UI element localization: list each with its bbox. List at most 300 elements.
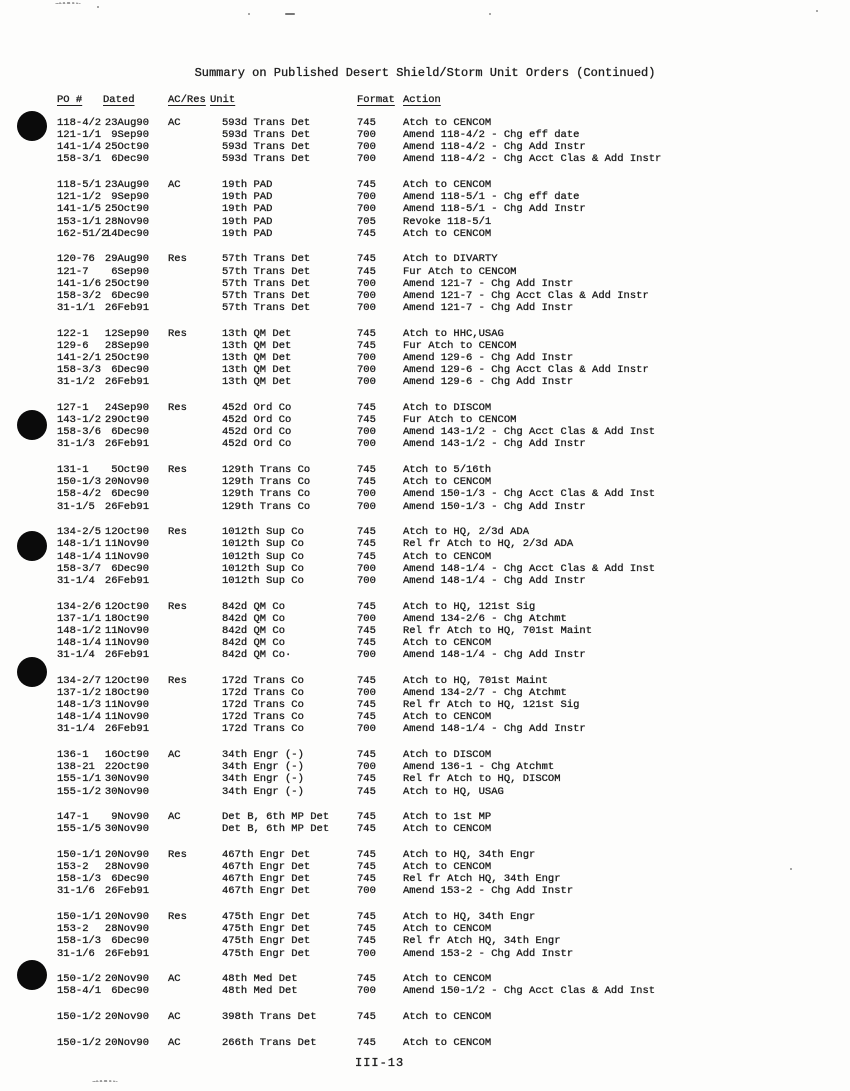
cell-format: 700 [357, 761, 376, 774]
cell-dated: 25Oct90 [104, 141, 149, 154]
table-row [57, 402, 850, 414]
cell-dated: 20Nov90 [104, 1011, 149, 1024]
cell-action: Rel fr Atch HQ, 34th Engr [403, 935, 561, 948]
table-row [57, 885, 850, 897]
order-group [0, 402, 850, 451]
cell-format: 745 [357, 849, 376, 861]
cell-format: 700 [357, 376, 376, 389]
cell-format: 745 [357, 327, 376, 340]
cell-action: Amend 121-7 - Chg Add Instr [403, 302, 574, 315]
cell-format: 745 [357, 526, 376, 539]
table-row [57, 376, 850, 388]
cell-po-number: 134-2/5 [57, 526, 102, 539]
cell-ac-res: AC [168, 1011, 181, 1024]
cell-action: Atch to CENCOM [403, 1011, 492, 1024]
cell-format: 700 [357, 500, 376, 513]
cell-ac-res [168, 352, 222, 364]
cell-po-number: 143-1/2 [57, 414, 102, 427]
cell-ac-res [168, 563, 222, 575]
cell-po-number: 31-1/5 [57, 500, 95, 513]
cell-po-number: 158-4/2 [57, 488, 102, 501]
cell-format: 745 [357, 923, 376, 936]
cell-po-number: 158-3/6 [57, 426, 102, 439]
cell-unit: 57th Trans Det [222, 277, 311, 290]
cell-po-number: 162-51/2 [57, 227, 108, 240]
cell-dated: 11Nov90 [104, 624, 149, 637]
cell-action: Amend 148-1/4 - Chg Add Instr [403, 574, 586, 587]
cell-unit: Det B, 6th MP Det [222, 823, 330, 836]
cell-format: 700 [357, 302, 376, 315]
cell-dated: 9Sep90 [111, 129, 149, 142]
cell-action: Amend 150-1/2 - Chg Acct Clas & Add Inst [403, 985, 656, 998]
table-row [57, 117, 850, 129]
cell-action: Amend 153-2 - Chg Add Instr [403, 885, 574, 898]
cell-format: 745 [357, 600, 376, 613]
cell-action: Atch to DISCOM [403, 749, 492, 762]
cell-dated: 18Oct90 [104, 686, 149, 699]
cell-format: 700 [357, 438, 376, 451]
cell-format: 745 [357, 674, 376, 687]
cell-ac-res: AC [168, 973, 181, 986]
cell-unit: 842d QM Co [222, 636, 286, 649]
cell-po-number: 158-1/3 [57, 935, 102, 948]
order-group [0, 117, 850, 166]
table-row [57, 141, 850, 153]
cell-unit: 172d Trans Co [222, 711, 304, 724]
cell-unit: 13th QM Det [222, 364, 292, 377]
table-row [57, 948, 850, 960]
cell-action: Amend 121-7 - Chg Acct Clas & Add Instr [403, 289, 649, 302]
cell-po-number: 148-1/4 [57, 711, 102, 724]
cell-ac-res [168, 302, 222, 314]
cell-dated: 6Dec90 [111, 364, 149, 377]
cell-po-number: 141-1/5 [57, 203, 102, 216]
cell-dated: 11Nov90 [104, 711, 149, 724]
cell-format: 700 [357, 723, 376, 736]
cell-dated: 9Sep90 [111, 191, 149, 204]
cell-po-number: 158-3/7 [57, 562, 102, 575]
table-row [57, 575, 850, 587]
cell-po-number: 155-1/1 [57, 773, 102, 786]
cell-action: Amend 136-1 - Chg Atchmt [403, 761, 555, 774]
cell-po-number: 150-1/2 [57, 973, 102, 986]
cell-ac-res [168, 637, 222, 649]
cell-po-number: 31-1/1 [57, 302, 95, 315]
cell-ac-res [168, 216, 222, 228]
cell-dated: 6Dec90 [111, 935, 149, 948]
cell-format: 745 [357, 973, 376, 986]
cell-po-number: 150-1/2 [57, 1011, 102, 1024]
cell-action: Atch to HQ, 2/3d ADA [403, 526, 530, 539]
punch-hole-mark [17, 657, 47, 687]
cell-dated: 25Oct90 [104, 203, 149, 216]
cell-unit: 48th Med Det [222, 973, 298, 986]
cell-action: Amend 153-2 - Chg Add Instr [403, 947, 574, 960]
cell-format: 700 [357, 289, 376, 302]
cell-dated: 28Sep90 [104, 339, 149, 352]
table-row [57, 464, 850, 476]
order-group [0, 464, 850, 513]
cell-po-number: 153-2 [57, 923, 89, 936]
cell-ac-res [168, 501, 222, 513]
cell-dated: 6Dec90 [111, 289, 149, 302]
punch-hole-mark [17, 410, 47, 440]
table-row [57, 191, 850, 203]
cell-unit: 593d Trans Det [222, 117, 311, 129]
order-group [0, 749, 850, 798]
cell-unit: 129th Trans Co [222, 500, 311, 513]
table-row [57, 601, 850, 613]
cell-format: 745 [357, 265, 376, 278]
table-row [57, 364, 850, 376]
table-row [57, 203, 850, 215]
cell-ac-res [168, 191, 222, 203]
cell-dated: 25Oct90 [104, 277, 149, 290]
cell-dated: 26Feb91 [104, 649, 149, 662]
cell-unit: 475th Engr Det [222, 935, 311, 948]
header-action: Action [403, 94, 441, 106]
cell-action: Amend 118-5/1 - Chg Add Instr [403, 203, 586, 216]
table-row [57, 823, 850, 835]
cell-format: 745 [357, 699, 376, 712]
cell-unit: 467th Engr Det [222, 861, 311, 874]
table-row [57, 426, 850, 438]
table-row [57, 129, 850, 141]
table-row [57, 328, 850, 340]
table-row [57, 985, 850, 997]
cell-action: Atch to HQ, 121st Sig [403, 600, 536, 613]
cell-action: Amend 148-1/4 - Chg Add Instr [403, 649, 586, 662]
cell-format: 745 [357, 873, 376, 886]
cell-action: Atch to HQ, 34th Engr [403, 911, 536, 924]
cell-ac-res: Res [168, 849, 187, 861]
cell-unit: 57th Trans Det [222, 302, 311, 315]
cell-ac-res [168, 923, 222, 935]
cell-ac-res: AC [168, 117, 181, 129]
cell-unit: 452d Ord Co [222, 426, 292, 439]
page-number: III-13 [355, 1056, 405, 1070]
cell-dated: 24Sep90 [104, 401, 149, 414]
cell-action: Amend 118-5/1 - Chg eff date [403, 191, 580, 204]
cell-action: Rel fr Atch to HQ, DISCOM [403, 773, 561, 786]
cell-po-number: 122-1 [57, 327, 89, 340]
cell-ac-res [168, 711, 222, 723]
cell-po-number: 121-7 [57, 265, 89, 278]
cell-ac-res [168, 985, 222, 997]
cell-dated: 12Oct90 [104, 600, 149, 613]
order-group [0, 1011, 850, 1023]
order-group [0, 973, 850, 997]
cell-action: Amend 143-1/2 - Chg Add Instr [403, 438, 586, 451]
table-row [57, 849, 850, 861]
cell-unit: 842d QM Co [222, 600, 286, 613]
table-row [57, 649, 850, 661]
cell-ac-res: AC [168, 811, 181, 824]
scan-artifact [248, 13, 250, 15]
table-row [57, 873, 850, 885]
cell-unit: 452d Ord Co [222, 401, 292, 414]
cell-ac-res [168, 376, 222, 388]
cell-ac-res [168, 551, 222, 563]
cell-dated: 28Nov90 [104, 215, 149, 228]
cell-ac-res [168, 786, 222, 798]
cell-ac-res [168, 129, 222, 141]
cell-unit: 593d Trans Det [222, 153, 311, 166]
cell-format: 700 [357, 191, 376, 204]
cell-action: Amend 148-1/4 - Chg Acct Clas & Add Inst [403, 562, 656, 575]
cell-po-number: 148-1/3 [57, 699, 102, 712]
order-group [0, 328, 850, 389]
cell-ac-res: Res [168, 253, 187, 266]
table-row [57, 935, 850, 947]
table-row [57, 749, 850, 761]
cell-dated: 5Oct90 [111, 464, 149, 477]
cell-ac-res [168, 699, 222, 711]
cell-dated: 20Nov90 [104, 911, 149, 924]
cell-action: Atch to CENCOM [403, 861, 492, 874]
cell-ac-res [168, 649, 222, 661]
cell-format: 700 [357, 129, 376, 142]
cell-dated: 29Oct90 [104, 414, 149, 427]
cell-po-number: 31-1/4 [57, 649, 95, 662]
cell-po-number: 153-1/1 [57, 215, 102, 228]
cell-format: 745 [357, 636, 376, 649]
cell-dated: 11Nov90 [104, 699, 149, 712]
cell-unit: 475th Engr Det [222, 911, 311, 924]
cell-action: Amend 148-1/4 - Chg Add Instr [403, 723, 586, 736]
cell-dated: 26Feb91 [104, 302, 149, 315]
cell-unit: 842d QM Co· [222, 649, 292, 662]
cell-action: Revoke 118-5/1 [403, 215, 492, 228]
cell-ac-res [168, 948, 222, 960]
cell-dated: 23Aug90 [104, 117, 149, 129]
cell-po-number: 138-21 [57, 761, 95, 774]
cell-unit: 13th QM Det [222, 352, 292, 364]
cell-action: Amend 129-6 - Chg Add Instr [403, 352, 574, 364]
cell-unit: 842d QM Co [222, 624, 286, 637]
cell-dated: 26Feb91 [104, 438, 149, 451]
cell-unit: 34th Engr (-) [222, 785, 304, 798]
cell-unit: 1012th Sup Co [222, 538, 304, 551]
table-row [57, 675, 850, 687]
cell-format: 700 [357, 885, 376, 898]
cell-format: 745 [357, 749, 376, 762]
order-group [0, 526, 850, 587]
cell-format: 745 [357, 823, 376, 836]
cell-ac-res [168, 290, 222, 302]
cell-dated: 30Nov90 [104, 785, 149, 798]
cell-format: 745 [357, 624, 376, 637]
cell-unit: 129th Trans Co [222, 476, 311, 489]
cell-unit: 48th Med Det [222, 985, 298, 998]
table-row [57, 613, 850, 625]
cell-po-number: 134-2/6 [57, 600, 102, 613]
header-format: Format [357, 94, 395, 106]
cell-action: Atch to CENCOM [403, 711, 492, 724]
order-group [0, 1037, 850, 1049]
cell-po-number: 148-1/4 [57, 636, 102, 649]
cell-unit: 1012th Sup Co [222, 574, 304, 587]
scan-artifact [97, 6, 99, 8]
punch-hole-mark [17, 111, 47, 141]
cell-ac-res: Res [168, 327, 187, 340]
cell-po-number: 31-1/4 [57, 723, 95, 736]
cell-unit: 172d Trans Co [222, 686, 304, 699]
cell-action: Amend 121-7 - Chg Add Instr [403, 277, 574, 290]
cell-action: Atch to CENCOM [403, 117, 492, 129]
cell-action: Atch to CENCOM [403, 923, 492, 936]
table-row [57, 786, 850, 798]
cell-ac-res: Res [168, 600, 187, 613]
cell-dated: 25Oct90 [104, 352, 149, 364]
cell-ac-res: Res [168, 674, 187, 687]
cell-unit: 475th Engr Det [222, 947, 311, 960]
table-row [57, 438, 850, 450]
cell-po-number: 153-2 [57, 861, 89, 874]
cell-format: 700 [357, 612, 376, 625]
cell-unit: 57th Trans Det [222, 289, 311, 302]
table-row [57, 861, 850, 873]
table-row [57, 216, 850, 228]
cell-format: 745 [357, 227, 376, 240]
cell-po-number: 158-3/1 [57, 153, 102, 166]
cell-ac-res [168, 723, 222, 735]
table-row [57, 773, 850, 785]
cell-action: Atch to HQ, 34th Engr [403, 849, 536, 861]
cell-po-number: 158-4/1 [57, 985, 102, 998]
scan-artifact [816, 10, 818, 12]
cell-ac-res: AC [168, 179, 181, 192]
cell-format: 745 [357, 861, 376, 874]
cell-ac-res [168, 426, 222, 438]
cell-dated: 26Feb91 [104, 723, 149, 736]
cell-po-number: 136-1 [57, 749, 89, 762]
table-row [57, 538, 850, 550]
cell-format: 700 [357, 562, 376, 575]
cell-ac-res [168, 613, 222, 625]
cell-action: Fur Atch to CENCOM [403, 265, 517, 278]
header-dated: Dated [103, 94, 135, 106]
cell-format: 700 [357, 277, 376, 290]
table-row [57, 340, 850, 352]
cell-action: Atch to CENCOM [403, 1036, 492, 1049]
cell-action: Rel fr Atch HQ, 34th Engr [403, 873, 561, 886]
cell-format: 700 [357, 426, 376, 439]
cell-format: 700 [357, 352, 376, 364]
cell-format: 745 [357, 117, 376, 129]
order-group [0, 601, 850, 662]
order-group [0, 811, 850, 835]
cell-action: Amend 118-4/2 - Chg Add Instr [403, 141, 586, 154]
order-group [0, 253, 850, 314]
table-row [57, 501, 850, 513]
table-row [57, 723, 850, 735]
header-ac-res: AC/Res [168, 94, 206, 106]
cell-action: Atch to 1st MP [403, 811, 492, 824]
cell-po-number: 131-1 [57, 464, 89, 477]
cell-action: Atch to CENCOM [403, 550, 492, 563]
cell-po-number: 141-1/4 [57, 141, 102, 154]
cell-action: Fur Atch to CENCOM [403, 339, 517, 352]
cell-ac-res [168, 414, 222, 426]
cell-po-number: 31-1/6 [57, 885, 95, 898]
table-row [57, 711, 850, 723]
cell-action: Amend 129-6 - Chg Acct Clas & Add Instr [403, 364, 649, 377]
cell-unit: 34th Engr (-) [222, 749, 304, 762]
cell-dated: 12Oct90 [104, 674, 149, 687]
header-po-number: PO # [57, 94, 83, 106]
order-group [0, 911, 850, 960]
cell-unit: 842d QM Co [222, 612, 286, 625]
cell-format: 745 [357, 711, 376, 724]
cell-ac-res: AC [168, 1036, 181, 1049]
table-row [57, 526, 850, 538]
cell-po-number: 121-1/1 [57, 129, 102, 142]
cell-po-number: 31-1/3 [57, 438, 95, 451]
cell-po-number: 121-1/2 [57, 191, 102, 204]
cell-dated: 6Dec90 [111, 153, 149, 166]
cell-format: 745 [357, 550, 376, 563]
cell-format: 700 [357, 574, 376, 587]
header-unit: Unit [210, 94, 236, 106]
cell-format: 745 [357, 1036, 376, 1049]
cell-ac-res [168, 538, 222, 550]
cell-dated: 9Nov90 [111, 811, 149, 824]
cell-ac-res [168, 228, 222, 240]
cell-action: Amend 150-1/3 - Chg Acct Clas & Add Inst [403, 488, 656, 501]
cell-dated: 6Dec90 [111, 426, 149, 439]
cell-po-number: 129-6 [57, 339, 89, 352]
cell-po-number: 118-5/1 [57, 179, 102, 192]
table-row [57, 687, 850, 699]
cell-ac-res [168, 873, 222, 885]
cell-ac-res [168, 761, 222, 773]
cell-format: 745 [357, 785, 376, 798]
cell-action: Atch to HQ, 701st Maint [403, 674, 548, 687]
cell-action: Amend 118-4/2 - Chg eff date [403, 129, 580, 142]
cell-action: Atch to CENCOM [403, 179, 492, 192]
cell-format: 700 [357, 985, 376, 998]
cell-dated: 12Oct90 [104, 526, 149, 539]
cell-unit: 19th PAD [222, 203, 273, 216]
table-row [57, 551, 850, 563]
cell-po-number: 155-1/2 [57, 785, 102, 798]
cell-action: Amend 150-1/3 - Chg Add Instr [403, 500, 586, 513]
cell-dated: 30Nov90 [104, 773, 149, 786]
table-row [57, 563, 850, 575]
cell-format: 745 [357, 253, 376, 266]
cell-dated: 20Nov90 [104, 1036, 149, 1049]
cell-dated: 26Feb91 [104, 885, 149, 898]
cell-unit: 129th Trans Co [222, 464, 311, 477]
cell-unit: 19th PAD [222, 179, 273, 192]
cell-format: 745 [357, 935, 376, 948]
cell-ac-res [168, 364, 222, 376]
cell-ac-res [168, 687, 222, 699]
cell-dated: 12Sep90 [104, 327, 149, 340]
cell-dated: 28Nov90 [104, 861, 149, 874]
cell-po-number: 158-1/3 [57, 873, 102, 886]
cell-ac-res [168, 823, 222, 835]
cell-format: 700 [357, 364, 376, 377]
cell-ac-res [168, 438, 222, 450]
cell-dated: 11Nov90 [104, 636, 149, 649]
cell-unit: 172d Trans Co [222, 723, 304, 736]
cell-ac-res [168, 476, 222, 488]
cell-format: 745 [357, 339, 376, 352]
table-row [57, 761, 850, 773]
table-row [57, 1011, 850, 1023]
